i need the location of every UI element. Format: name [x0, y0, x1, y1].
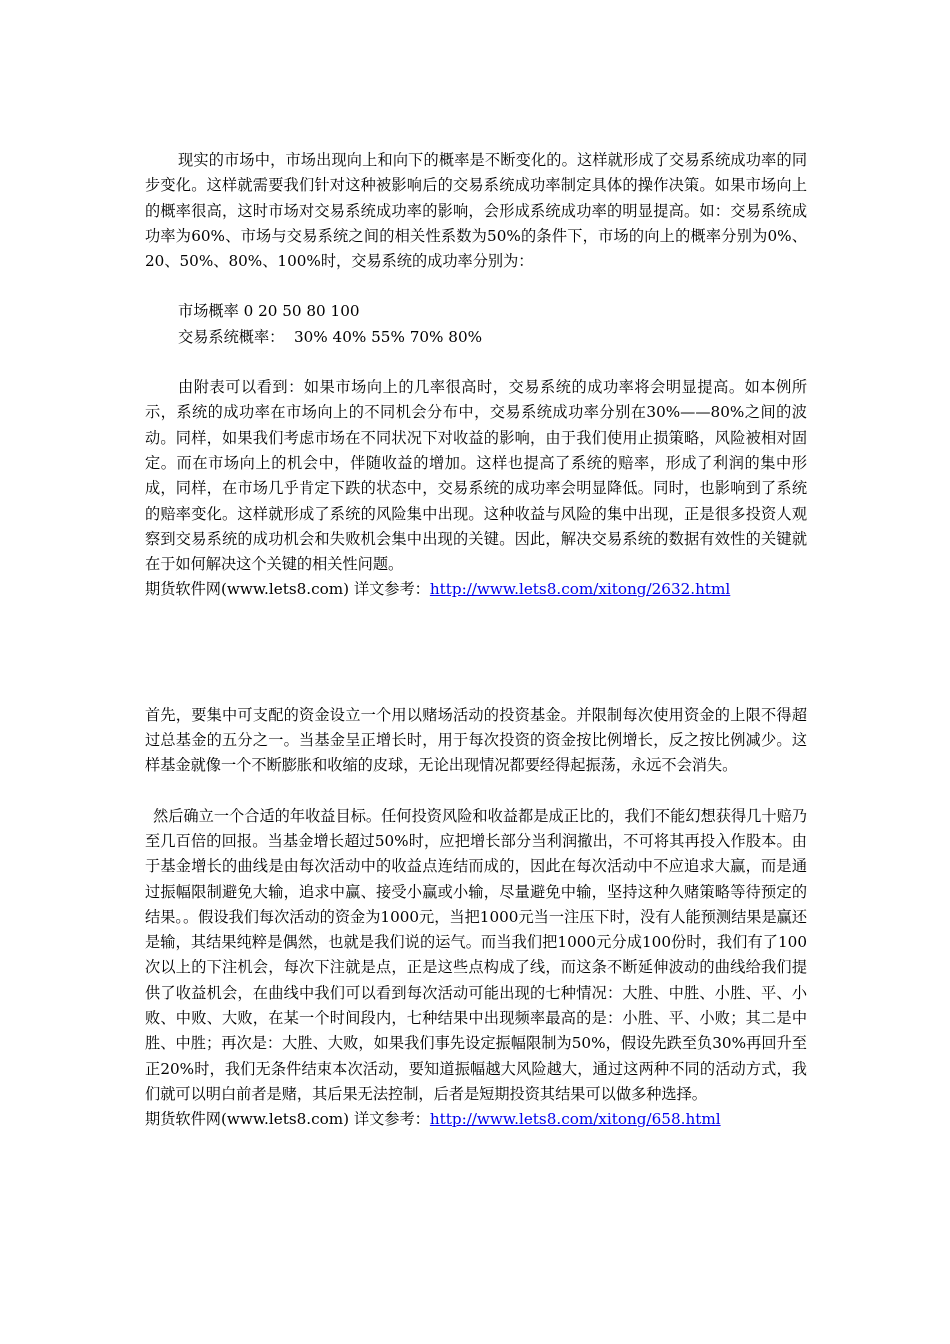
spacer: [145, 350, 807, 375]
reference-label: 期货软件网(www.lets8.com) 详文参考：: [145, 1110, 430, 1129]
article1-paragraph-1: 现实的市场中，市场出现向上和向下的概率是不断变化的。这样就形成了交易系统成功率的同步变化。这样就需要我们针对这种被影响后的交易系统成功率制定具体的操作决策。如果市场向上的概率很高，这时市场对交易系统成功率的影响，会形成系统成功率的明显提高。如：交易系统成功率为60%、市场与交易系统之间的相关性系数为50%的条件下，市场的向上的概率分别为0%、20、50%、80%、100%时，交易系统的成功率分别为：: [145, 151, 807, 271]
document-page: [145, 148, 807, 1133]
article1-reference-line: [145, 577, 807, 602]
probability-table-row-system: 交易系统概率： 30% 40% 55% 70% 80%: [178, 327, 483, 346]
article2-paragraph-1: 首先，要集中可支配的资金设立一个用以赌场活动的投资基金。并限制每次使用资金的上限不得超过总基金的五分之一。当基金呈正增长时，用于每次投资的资金按比例增长，反之按比例减少。这样基金就像一个不断膨胀和收缩的皮球，无论出现情况都要经得起振荡，永远不会消失。: [145, 705, 807, 775]
article1-paragraph-2: 由附表可以看到：如果市场向上的几率很高时，交易系统的成功率将会明显提高。如本例所示，系统的成功率在市场向上的不同机会分布中，交易系统成功率分别在30%——80%之间的波动。同样，如果我们考虑市场在不同状况下对收益的影响，由于我们使用止损策略，风险被相对固定。而在市场向上的机会中，伴随收益的增加。这样也提高了系统的赔率，形成了利润的集中形成，同样，在市场几乎肯定下跌的状态中，交易系统的成功率会明显降低。同时，也影响到了系统的赔率变化。这样就形成了系统的风险集中出现。这种收益与风险的集中出现，正是很多投资人观察到交易系统的成功机会和失败机会集中出现的关键。因此，解决交易系统的数据有效性的关键就在于如何解决这个关键的相关性问题。: [145, 378, 807, 574]
reference-link-2632[interactable]: http://www.lets8.com/xitong/2632.html: [429, 580, 731, 599]
reference-link-658[interactable]: http://www.lets8.com/xitong/658.html: [429, 1110, 721, 1129]
spacer: [145, 779, 807, 804]
reference-label: 期货软件网(www.lets8.com) 详文参考：: [145, 580, 430, 599]
probability-table-row-market: 市场概率 0 20 50 80 100: [178, 302, 360, 321]
spacer: [145, 274, 807, 299]
section-spacer: [145, 603, 807, 703]
article2-reference-line: [145, 1107, 807, 1132]
article2-paragraph-2: 然后确立一个合适的年收益目标。任何投资风险和收益都是成正比的，我们不能幻想获得几十赔乃至几百倍的回报。当基金增长超过50%时，应把增长部分当利润撤出，不可将其再投入作股本。由于基金增长的曲线是由每次活动中的收益点连结而成的，因此在每次活动中不应追求大赢，而是通过振幅限制避免大输，追求中赢、接受小赢或小输，尽量避免中输，坚持这种久赌策略等待预定的结果。。假设我们每次活动的资金为1000元，当把1000元当一注压下时，没有人能预测结果是赢还是输，其结果纯粹是偶然，也就是我们说的运气。而当我们把1000元分成100份时，我们有了100次以上的下注机会，每次下注就是点，正是这些点构成了线，而这条不断延伸波动的曲线给我们提供了收益机会，在曲线中我们可以看到每次活动可能出现的七种情况：大胜、中胜、小胜、平、小败、中败、大败，在某一个时间段内，七种结果中出现频率最高的是：小胜、平、小败；其二是中胜、中胜；再次是：大胜、大败，如果我们事先设定振幅限制为50%，假设先跌至负30%再回升至正20%时，我们无条件结束本次活动，要知道振幅越大风险越大，通过这两种不同的活动方式，我们就可以明白前者是赌，其后果无法控制，后者是短期投资其结果可以做多种选择。: [145, 806, 808, 1103]
